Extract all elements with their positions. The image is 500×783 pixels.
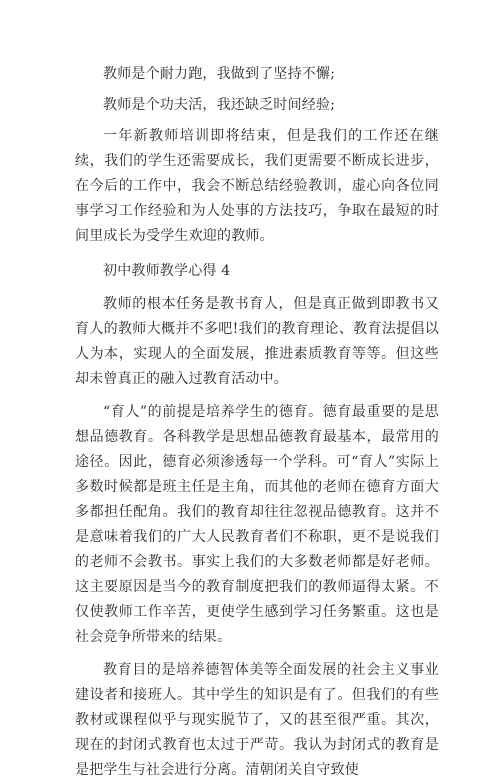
paragraph-teaching-task: 教师的根本任务是教书育人，但是真正做到即教书又育人的教师大概并不多吧!我们的教育理论、教育法提倡以人为本，实现人的全面发展，推进素质教育等等。但这些却未曾真正的融入过教育活动中。 [75, 296, 439, 387]
paragraph-education-goal: 教育目的是培养德智体美等全面发展的社会主义事业建设者和接班人。其中学生的知识是有了。但我们的有些教材或课程似乎与现实脱节了，又的甚至很严重。其次，现在的封闭式教育也太过于严苛。我认为封闭式的教育是是把学生与社会进行分离。清朝闭关自守致使 [75, 662, 439, 778]
paragraph-endurance: 教师是个耐力跑，我做到了坚持不懈; [103, 66, 336, 82]
paragraph-conclusion: 一年新教师培训即将结束，但是我们的工作还在继续，我们的学生还需要成长，我们更需要不断成长进步，在今后的工作中，我会不断总结经验教训，虚心向各位同事学习工作经验和为人处事的方法技巧，争取在最短的时间里成长为受学生欢迎的教师。 [75, 128, 439, 244]
paragraph-moral-education: “育人”的前提是培养学生的德育。德育最重要的是思想品德教育。各科教学是思想品德教育最基本，最常用的途径。因此，德育必须渗透每一个学科。可“育人”实际上多数时候都是班主任是主角，而其他的老师在德育方面大多都担任配角。我们的教育却往往忽视品德教育。这并不是意味着我们的广大人民教育者们不称职，更不是说我们的老师不会教书。事实上我们的大多数老师都是好老师。这主要原因是当今的教育制度把我们的教师逼得太紧。不仅使教师工作辛苦，更使学生感到学习任务繁重。这也是社会竞争所带来的结果。 [75, 404, 439, 645]
paragraph-skill: 教师是个功夫活，我还缺乏时间经验; [103, 97, 336, 113]
section-title: 初中教师教学心得 4 [103, 263, 231, 279]
document-body [75, 62, 439, 783]
